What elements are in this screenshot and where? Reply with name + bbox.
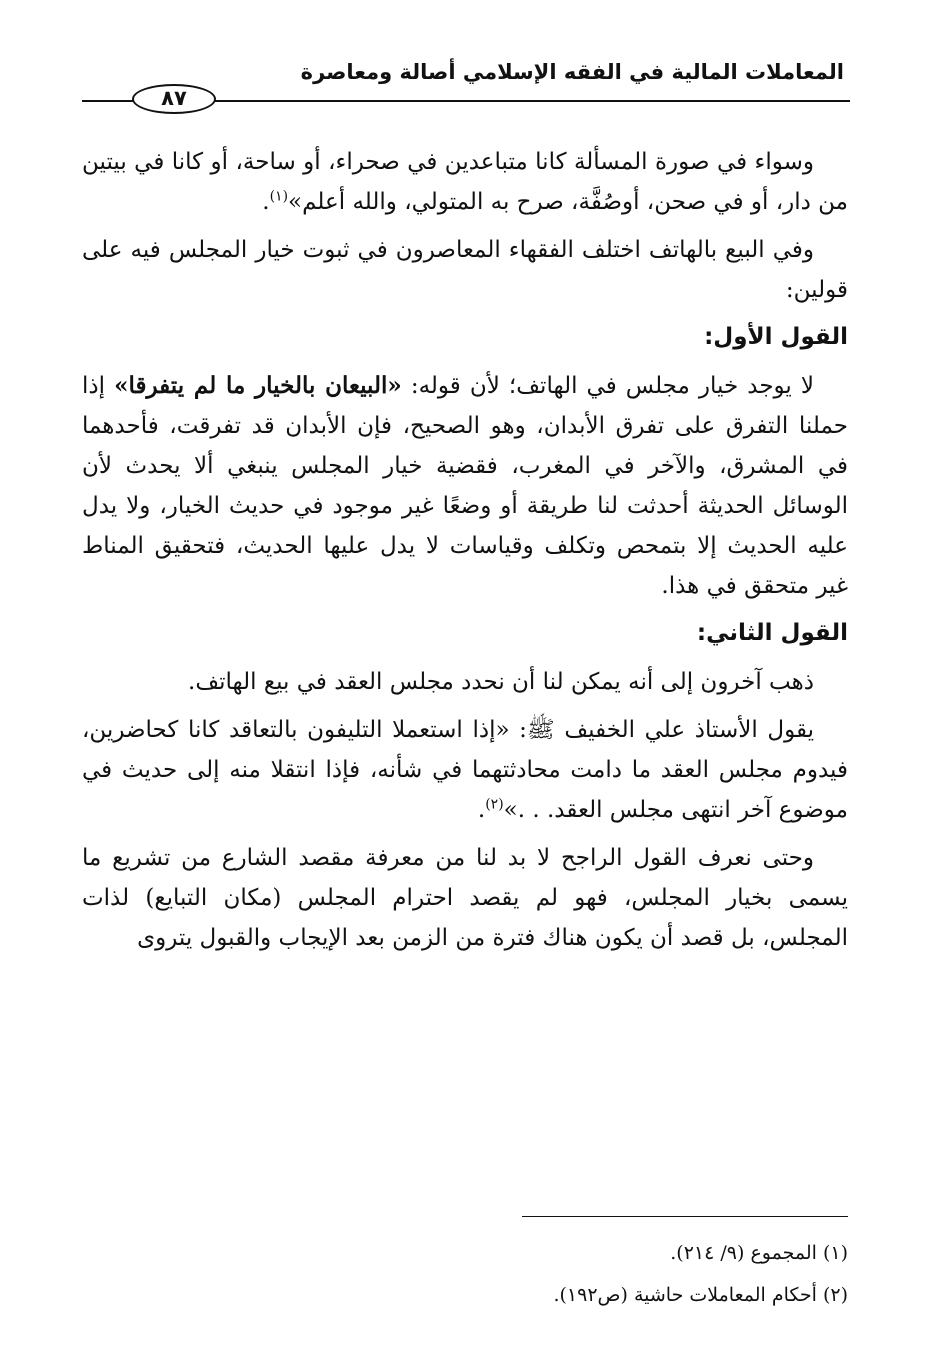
body-text [82,142,848,966]
heading-first-opinion: القول الأول: [704,324,848,350]
paragraph-4: ذهب آخرون إلى أنه يمكن لنا أن نحدد مجلس العقد في بيع الهاتف. [188,669,814,695]
paragraph-3 [82,366,848,606]
footnote-2: (٢) أحكام المعاملات حاشية (ص١٩٢). [553,1284,848,1306]
footnote-ref-2: (٢) [485,796,504,813]
footnote-1: (١) المجموع (٩/ ٢١٤). [670,1242,848,1264]
paragraph-1-end: . [262,189,270,215]
running-header-title: المعاملات المالية في الفقه الإسلامي أصالة ومعاصرة [300,60,844,84]
paragraph-1-text: وسواء في صورة المسألة كانا متباعدين في صحراء، أو ساحة، أو كانا في بيتين من دار، أو في صحن، أوصُفَّة، صرح به المتولي، والله أعلم» [82,149,848,215]
hadith-quote: «البيعان بالخيار ما لم يتفرقا» [114,372,402,399]
paragraph-5-text: يقول الأستاذ علي الخفيف ﷺ: «إذا استعملا التليفون بالتعاقد كانا كحاضرين، فيدوم مجلس العقد ما دامت محادثتهما في شأنه، فإذا انتقلا منه إلى حديث في موضوع آخر انتهى مجلس العقد. . .» [82,717,848,823]
paragraph-6: وحتى نعرف القول الراجح لا بد لنا من معرفة مقصد الشارع من تشريع ما يسمى بخيار المجلس، فهو لم يقصد احترام المجلس (مكان التبايع) لذات المجلس، بل قصد أن يكون هناك فترة من الزمن بعد الإيجاب والقبول يتروى [82,845,848,951]
paragraph-5 [82,710,848,830]
paragraph-3-lead: لا يوجد خيار مجلس في الهاتف؛ لأن قوله: [401,373,814,399]
footnote-ref-1: (١) [269,188,289,205]
page-number: ٨٧ [132,84,216,114]
footnote-separator [522,1216,848,1217]
heading-second-opinion: القول الثاني: [696,620,848,646]
paragraph-2: وفي البيع بالهاتف اختلف الفقهاء المعاصرون في ثبوت خيار المجلس فيه على قولين: [82,237,848,303]
paragraph-5-end: . [477,797,486,823]
paragraph-1 [82,142,848,222]
footnotes [148,1232,848,1316]
paragraph-3-rest: إذا حملنا التفرق على تفرق الأبدان، وهو الصحيح، فإن الأبدان قد تفرقت، فأحدهما في المشرق، والآخر في المغرب، فقضية خيار المجلس ينبغي ألا يحدث لأن الوسائل الحديثة أحدثت لنا طريقة أو وضعًا غير موجود في حديث الخيار، ولا يدل عليه الحديث إلا بتمحص وتكلف وقياسات لا يدل عليها الحديث، فتحقيق المناط غير متحقق في هذا. [82,373,848,599]
